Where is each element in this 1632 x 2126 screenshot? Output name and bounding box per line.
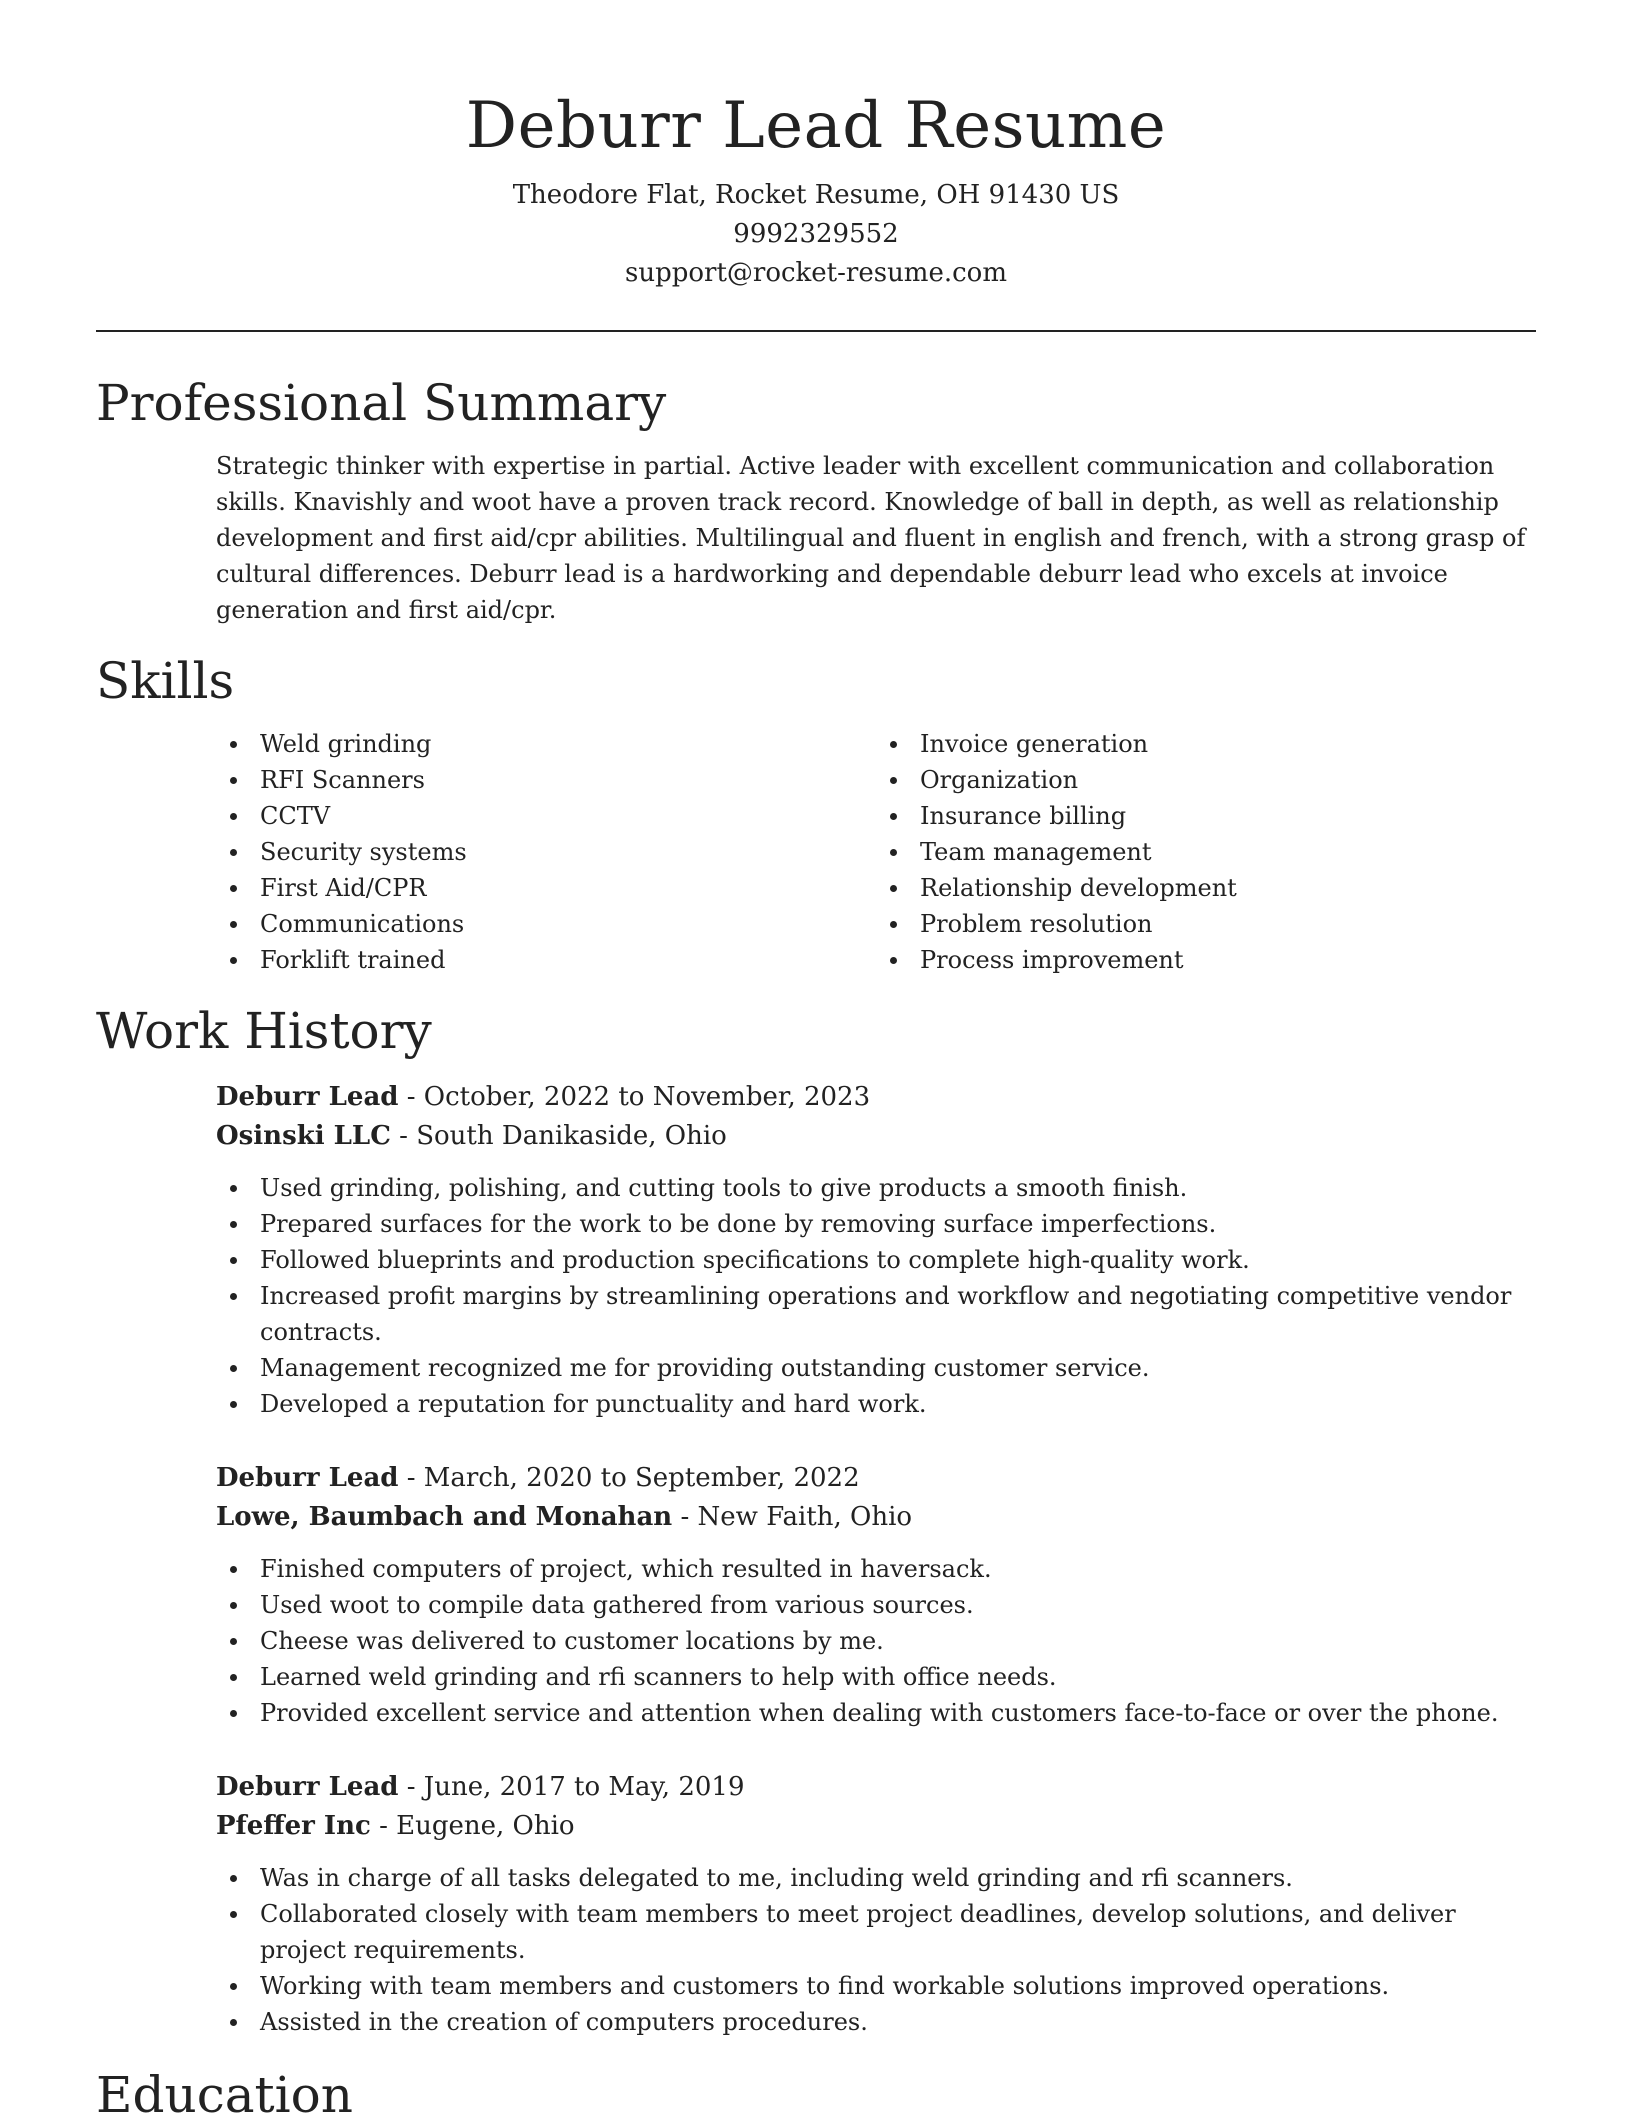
summary-heading: Professional Summary: [96, 374, 667, 432]
contact-email: support@rocket-resume.com: [624, 258, 1007, 288]
job-bullet: Working with team members and customers to find workable solutions improved operations.: [260, 1968, 1536, 2004]
job-bullet: Finished computers of project, which resulted in haversack.: [260, 1551, 1536, 1587]
job-bullet: Used woot to compile data gathered from various sources.: [260, 1587, 1536, 1623]
job-company-line: [216, 1498, 1536, 1537]
job-dates: - March, 2020 to September, 2022: [398, 1463, 860, 1493]
job-bullet: Followed blueprints and production specifications to complete high-quality work.: [260, 1242, 1536, 1278]
job-entry: [216, 1768, 1536, 2040]
job-location: - South Danikaside, Ohio: [390, 1121, 727, 1151]
job-bullet: Management recognized me for providing outstanding customer service.: [260, 1350, 1536, 1386]
job-bullet: Collaborated closely with team members to meet project deadlines, develop solutions, and deliver project requirements.: [260, 1896, 1536, 1968]
job-entry: [216, 1078, 1536, 1422]
job-company-line: [216, 1807, 1536, 1846]
skill-item: CCTV: [260, 798, 876, 834]
contact-phone: 9992329552: [733, 219, 899, 249]
skill-item: Invoice generation: [920, 726, 1536, 762]
skill-item: Insurance billing: [920, 798, 1536, 834]
skills-heading: Skills: [96, 652, 235, 710]
job-bullet: Assisted in the creation of computers procedures.: [260, 2004, 1536, 2040]
contact-info: [96, 176, 1536, 293]
job-bullet-list: [216, 1170, 1536, 1422]
job-title-line: [216, 1768, 1536, 1807]
job-bullet: Cheese was delivered to customer locations by me.: [260, 1623, 1536, 1659]
job-bullet: Increased profit margins by streamlining operations and workflow and negotiating competitive vendor contracts.: [260, 1278, 1536, 1350]
skill-item: Problem resolution: [920, 906, 1536, 942]
resume-page: [96, 0, 1536, 2126]
job-bullet: Prepared surfaces for the work to be done by removing surface imperfections.: [260, 1206, 1536, 1242]
job-location: - New Faith, Ohio: [672, 1502, 913, 1532]
job-bullet: Developed a reputation for punctuality and hard work.: [260, 1386, 1536, 1422]
job-dates: - June, 2017 to May, 2019: [398, 1772, 745, 1802]
header-divider: [96, 330, 1536, 332]
job-bullet-list: [216, 1551, 1536, 1731]
job-dates: - October, 2022 to November, 2023: [398, 1082, 871, 1112]
skill-item: First Aid/CPR: [260, 870, 876, 906]
skill-item: Weld grinding: [260, 726, 876, 762]
job-company: Osinski LLC: [216, 1121, 391, 1151]
job-title: Deburr Lead: [216, 1082, 399, 1112]
skills-column-left: [216, 726, 876, 978]
skills-column-right: [876, 726, 1536, 978]
contact-address: Theodore Flat, Rocket Resume, OH 91430 US: [512, 180, 1120, 210]
skill-item: Relationship development: [920, 870, 1536, 906]
job-bullet: Learned weld grinding and rfi scanners to help with office needs.: [260, 1659, 1536, 1695]
job-bullet: Provided excellent service and attention when dealing with customers face-to-face or over the phone.: [260, 1695, 1536, 1731]
job-bullet: Was in charge of all tasks delegated to me, including weld grinding and rfi scanners.: [260, 1860, 1536, 1896]
job-title: Deburr Lead: [216, 1463, 399, 1493]
job-title-line: [216, 1078, 1536, 1117]
job-location: - Eugene, Ohio: [370, 1811, 575, 1841]
job-bullet-list: [216, 1860, 1536, 2040]
job-entry: [216, 1459, 1536, 1731]
resume-header: [96, 0, 1536, 293]
resume-title: Deburr Lead Resume: [465, 89, 1167, 163]
skill-item: Team management: [920, 834, 1536, 870]
job-company: Lowe, Baumbach and Monahan: [216, 1502, 673, 1532]
skill-item: Organization: [920, 762, 1536, 798]
summary-text: Strategic thinker with expertise in partial. Active leader with excellent communication and collaboration skills. Knavishly and woot have a proven track record. Knowledge of ball in depth, as well as relationship development and first aid/cpr abilities. Multilingual and fluent in english and french, with a strong grasp of cultural differences. Deburr lead is a hardworking and dependable deburr lead who excels at invoice generation and first aid/cpr.: [216, 452, 1526, 624]
job-company-line: [216, 1117, 1536, 1156]
education-heading: Education: [96, 2066, 353, 2124]
skill-item: Process improvement: [920, 942, 1536, 978]
skill-item: Forklift trained: [260, 942, 876, 978]
job-title-line: [216, 1459, 1536, 1498]
job-company: Pfeffer Inc: [216, 1811, 371, 1841]
job-bullet: Used grinding, polishing, and cutting tools to give products a smooth finish.: [260, 1170, 1536, 1206]
skill-item: RFI Scanners: [260, 762, 876, 798]
job-title: Deburr Lead: [216, 1772, 399, 1802]
skill-item: Communications: [260, 906, 876, 942]
work-history-heading: Work History: [96, 1002, 432, 1060]
skills-list: [216, 726, 1536, 978]
skill-item: Security systems: [260, 834, 876, 870]
